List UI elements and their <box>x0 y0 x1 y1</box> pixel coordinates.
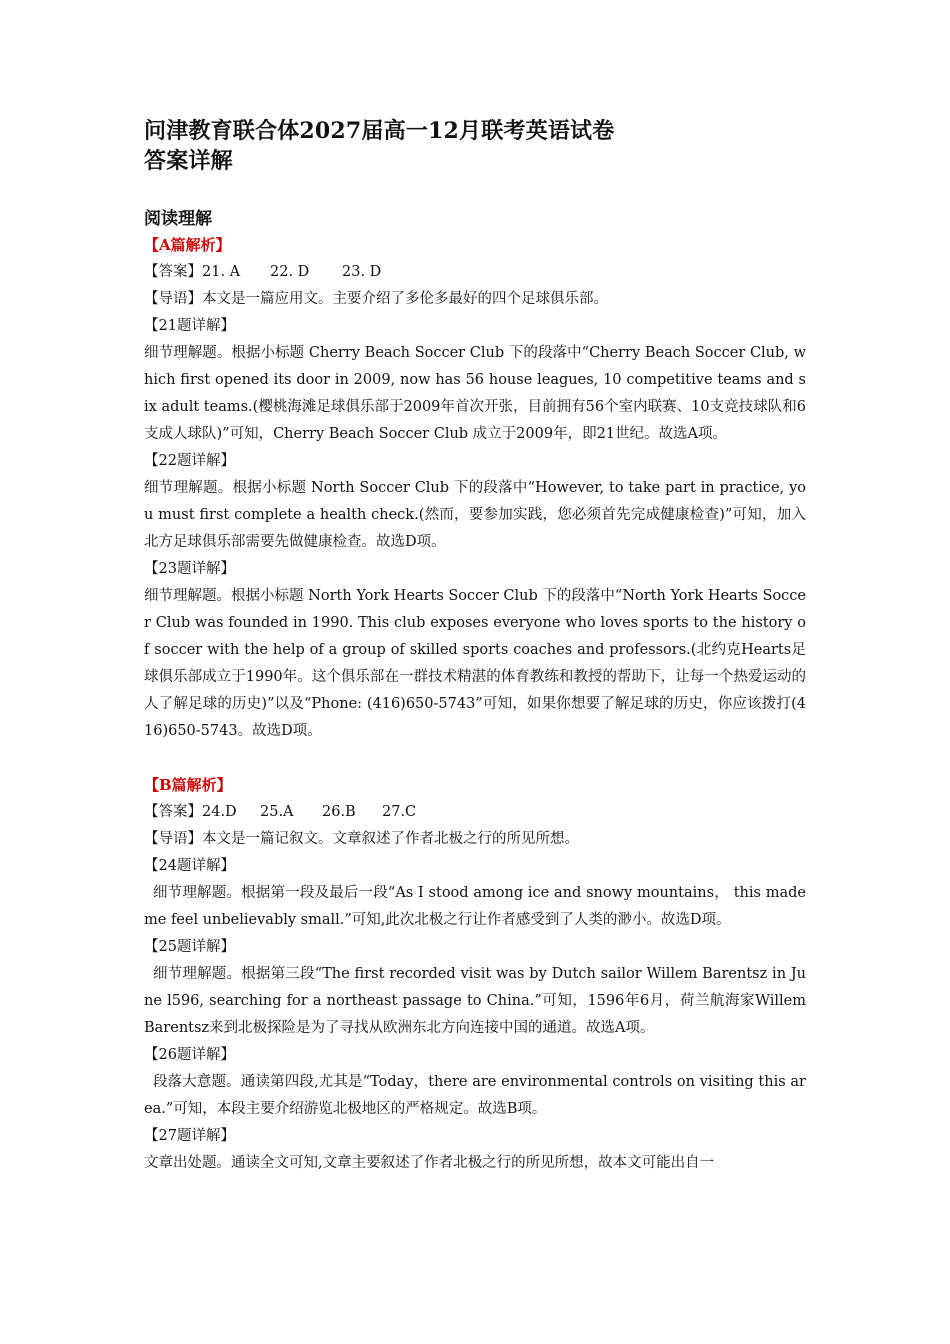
answer-24: 24.D <box>202 804 237 820</box>
section-spacer <box>144 745 806 772</box>
q22-explanation: 细节理解题。根据小标题 North Soccer Club 下的段落中“However, to take part in practice, you must first complete a health check.(然而，要参加实践，您必须首先完成健康检查)”可知，加入北方足球俱乐部需要先做健康检查。故选D项。 <box>144 480 806 550</box>
q27-heading: 【27题详解】 <box>144 1128 235 1144</box>
answer-23: 23. D <box>342 264 382 280</box>
q21-explanation: 细节理解题。根据小标题 Cherry Beach Soccer Club 下的段落中“Cherry Beach Soccer Club, which first opened its door in 2009, now has 56 house leagues, 10 competitive teams and six adult teams.(樱桃海滩足球俱乐部于2009年首次开张，目前拥有56个室内联赛、10支竞技球队和6支成人球队)”可知，Cherry Beach Soccer Club 成立于2009年，即21世纪。故选A项。 <box>144 345 806 442</box>
part-a-heading: 【A篇解析】 <box>144 236 231 254</box>
q23-heading: 【23题详解】 <box>144 561 235 577</box>
q23-explanation: 细节理解题。根据小标题 North York Hearts Soccer Club 下的段落中“North York Hearts Soccer Club was founded in 1990. This club exposes everyone who loves sports to the history of soccer with the help of a group of skilled sports coaches and professors.(北约克Hearts足球俱乐部成立于1990年。这个俱乐部在一群技术精湛的体育教练和教授的帮助下，让每一个热爱运动的人了解足球的历史)”以及“Phone: (416)650-5743”可知，如果你想要了解足球的历史，你应该拨打(416)650-5743。故选D项。 <box>144 588 806 739</box>
answer-prefix: 【答案】 <box>144 804 202 820</box>
title-line-2: 答案详解 <box>144 148 233 174</box>
q22-heading: 【22题详解】 <box>144 453 235 469</box>
answer-21: 21. A <box>202 264 241 280</box>
q25-heading: 【25题详解】 <box>144 939 235 955</box>
part-a-answers <box>144 259 806 286</box>
part-a-intro: 【导语】本文是一篇应用文。主要介绍了多伦多最好的四个足球俱乐部。 <box>144 291 608 307</box>
part-b-answers <box>144 799 806 826</box>
q25-explanation: 细节理解题。根据第三段“The first recorded visit was by Dutch sailor Willem Barentsz in June l596, searching for a northeast passage to China.”可知，1596年6月，荷兰航海家Willem Barentsz来到北极探险是为了寻找从欧洲东北方向连接中国的通道。故选A项。 <box>144 966 806 1036</box>
answer-prefix: 【答案】 <box>144 264 202 280</box>
q27-explanation: 文章出处题。通读全文可知,文章主要叙述了作者北极之行的所见所想，故本文可能出自一 <box>144 1155 715 1171</box>
q24-explanation: 细节理解题。根据第一段及最后一段“As I stood among ice and snowy mountains， this made me feel unbelievably small.”可知,此次北极之行让作者感受到了人类的渺小。故选D项。 <box>144 885 806 928</box>
q21-heading: 【21题详解】 <box>144 318 235 334</box>
answer-26: 26.B <box>322 804 356 820</box>
document-title <box>144 116 806 176</box>
answer-22: 22. D <box>270 264 310 280</box>
title-line-1: 问津教育联合体2027届高一12月联考英语试卷 <box>144 118 615 144</box>
q26-heading: 【26题详解】 <box>144 1047 235 1063</box>
part-b-intro: 【导语】本文是一篇记叙文。文章叙述了作者北极之行的所见所想。 <box>144 831 579 847</box>
q24-heading: 【24题详解】 <box>144 858 235 874</box>
q26-explanation: 段落大意题。通读第四段,尤其是“Today，there are environmental controls on visiting this area.”可知，本段主要介绍游览北极地区的严格规定。故选B项。 <box>144 1074 806 1117</box>
answer-27: 27.C <box>382 804 417 820</box>
part-b-heading: 【B篇解析】 <box>144 776 232 794</box>
section-heading-reading: 阅读理解 <box>144 209 212 229</box>
document-page <box>144 116 806 1177</box>
answer-25: 25.A <box>260 804 294 820</box>
